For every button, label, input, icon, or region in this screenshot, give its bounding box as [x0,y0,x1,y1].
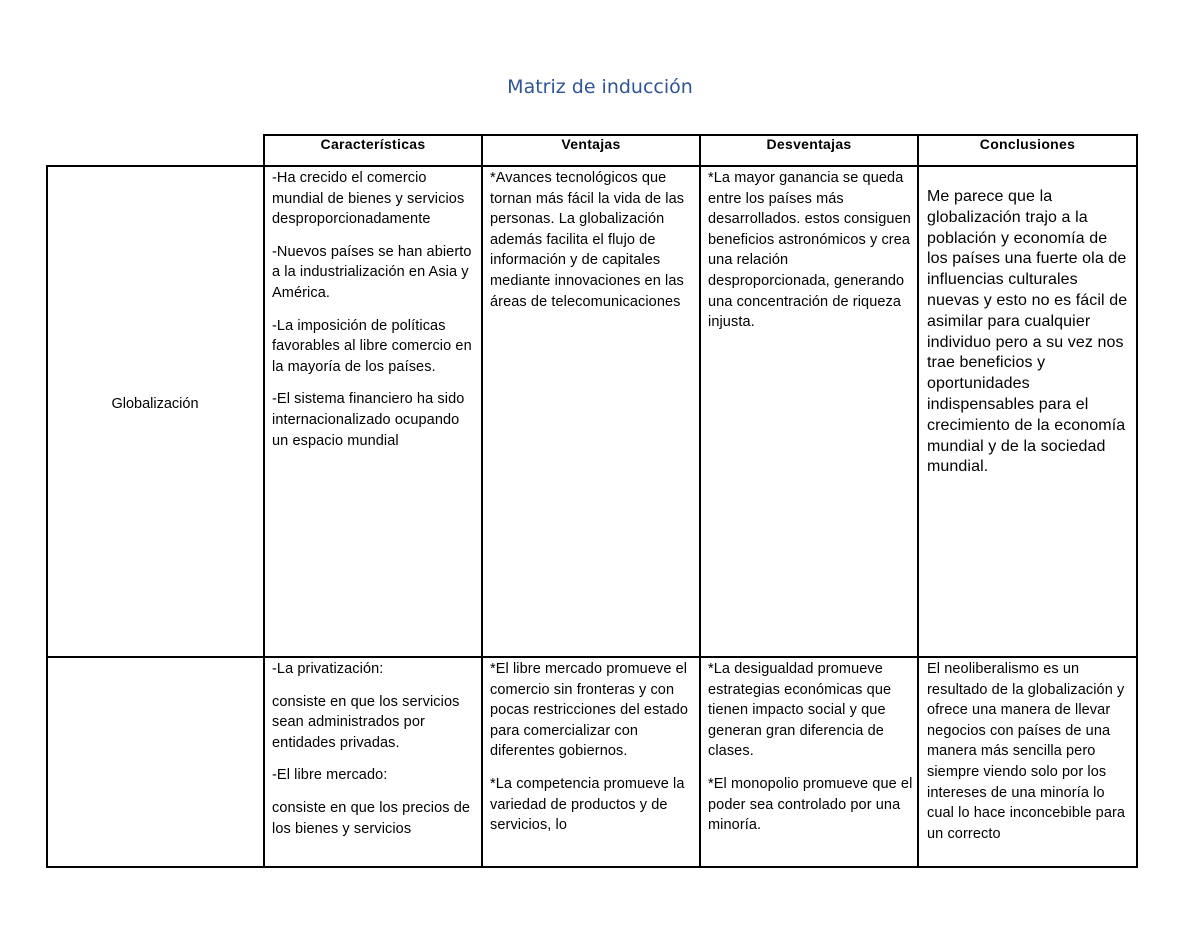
header-conclusiones: Conclusiones [979,136,1076,152]
document-title: Matriz de inducción [507,76,693,98]
row2-desventaja-item: *La desigualdad promueve estrategias económicas que tienen impacto social y que generan gran diferencia de clases. [708,661,892,760]
row2-conclusion-item: El neoliberalismo es un resultado de la globalización y ofrece una manera de llevar negocios con países de una manera más sencilla pero siempre viendo solo por los intereses de una minoría lo cual lo hace inconcebible para un correcto [927,661,1126,842]
row2-desventajas-cell [708,659,914,864]
row2-ventaja-item: *La competencia promueve la variedad de productos y de servicios, lo [490,775,685,834]
table-border-left [46,165,48,868]
row1-caracteristica-item: -Nuevos países se han abierto a la industrialización en Asia y América. [272,243,472,301]
table-header-divider [46,165,1138,167]
row2-ventajas-cell [490,659,695,864]
table-col-divider-2 [481,134,483,868]
header-caracteristicas: Características [320,136,426,152]
row2-caracteristica-item: consiste en que los precios de los bienes y servicios [272,799,471,837]
header-ventajas: Ventajas [561,136,621,152]
table-col-divider-1 [263,134,265,868]
table-col-divider-4 [917,134,919,868]
row2-caracteristicas-cell [272,659,476,864]
row1-caracteristicas-cell [272,168,476,654]
row1-ventaja-item: *Avances tecnológicos que tornan más fácil la vida de las personas. La globalización además facilita el flujo de información y de capitales mediante innovaciones en las áreas de telecomunicaciones [490,170,685,310]
row1-conclusiones-cell [927,187,1131,653]
row-label-globalizacion: Globalización [111,396,199,412]
row1-conclusion-item: Me parece que la globalización trajo a la población y economía de los países una fuerte ola de influencias culturales nuevas y esto no es fácil de asimilar para cualquier individuo pero a su vez nos trae beneficios y oportunidades indispensables para el crecimiento de la economía mundial y de la sociedad mundial. [927,188,1128,476]
table-row-divider [46,656,1138,658]
row2-caracteristica-item: consiste en que los servicios sean administrados por entidades privadas. [272,693,460,751]
row1-desventajas-cell [708,168,914,654]
table-border-right [1136,134,1138,868]
row2-caracteristica-item: -El libre mercado: [272,767,388,784]
row1-caracteristica-item: -Ha crecido el comercio mundial de bienes y servicios desproporcionadamente [272,170,465,228]
row1-caracteristica-item: -El sistema financiero ha sido internacionalizado ocupando un espacio mundial [272,391,465,449]
table-border-bottom [46,866,1138,868]
row1-ventajas-cell [490,168,695,654]
table-col-divider-3 [699,134,701,868]
row1-caracteristica-item: -La imposición de políticas favorables al libre comercio en la mayoría de los países. [272,317,472,375]
row2-conclusiones-cell [927,659,1131,864]
row2-ventaja-item: *El libre mercado promueve el comercio sin fronteras y con pocas restricciones del estado para comercializar con diferentes gobiernos. [490,661,689,760]
header-desventajas: Desventajas [766,136,852,152]
row2-caracteristica-item: -La privatización: [272,661,384,677]
row1-desventaja-item: *La mayor ganancia se queda entre los países más desarrollados. estos consiguen beneficios astronómicos y crea una relación desproporcionada, generando una concentración de riqueza injusta. [708,170,911,331]
row2-desventaja-item: *El monopolio promueve que el poder sea controlado por una minoría. [708,775,913,834]
